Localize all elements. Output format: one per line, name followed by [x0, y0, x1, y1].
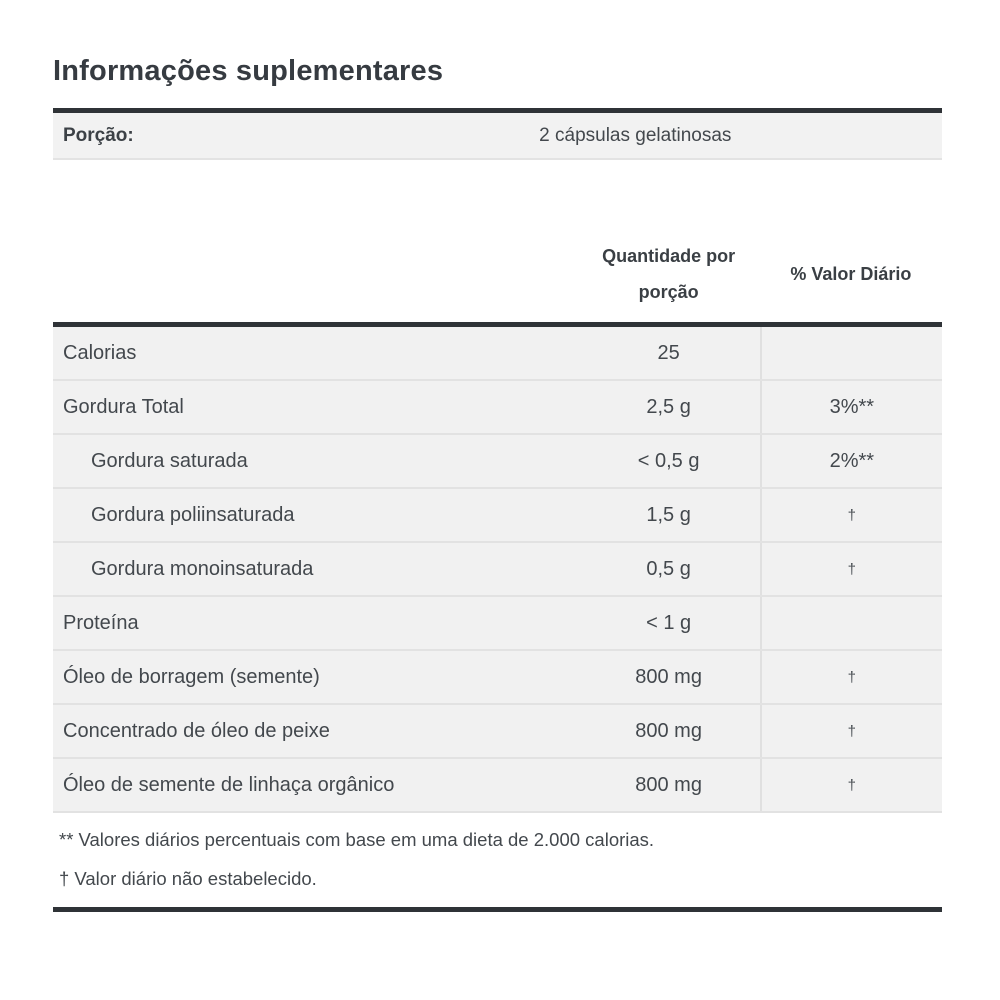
- table-row: [53, 327, 942, 381]
- facts-table-body: [53, 322, 942, 813]
- bottom-rule: [53, 907, 942, 912]
- table-row: [53, 489, 942, 543]
- daily-value: †: [760, 705, 942, 757]
- nutrient-name: Calorias: [63, 341, 137, 364]
- footnote-not-established: † Valor diário não estabelecido.: [59, 868, 317, 889]
- footnote-daily-values: ** Valores diários percentuais com base em uma dieta de 2.000 calorias.: [59, 829, 655, 850]
- daily-value: 3%**: [760, 381, 942, 433]
- daily-value: †: [760, 489, 942, 541]
- daily-value-column-header: % Valor Diário: [790, 263, 912, 284]
- amount-per-serving: 800 mg: [635, 719, 702, 742]
- footnotes: [53, 829, 942, 890]
- table-row: [53, 435, 942, 489]
- serving-value: 2 cápsulas gelatinosas: [539, 124, 732, 146]
- amount-per-serving: 800 mg: [635, 665, 702, 688]
- table-row: [53, 705, 942, 759]
- amount-per-serving: 25: [657, 341, 680, 364]
- table-row: [53, 543, 942, 597]
- nutrient-name: Óleo de borragem (semente): [63, 665, 320, 688]
- amount-per-serving: 800 mg: [635, 773, 702, 796]
- nutrient-name: Gordura saturada: [91, 449, 248, 472]
- amount-per-serving: < 1 g: [646, 611, 692, 634]
- page-title: Informações suplementares: [53, 55, 444, 87]
- nutrient-name: Óleo de semente de linhaça orgânico: [63, 773, 395, 796]
- nutrient-name: Gordura Total: [63, 395, 184, 418]
- table-row: [53, 597, 942, 651]
- facts-table-header: [53, 238, 942, 322]
- daily-value: †: [760, 543, 942, 595]
- amount-per-serving: < 0,5 g: [637, 449, 700, 472]
- daily-value: [760, 597, 942, 649]
- table-row: [53, 381, 942, 435]
- serving-label: Porção:: [63, 124, 134, 146]
- daily-value: [760, 327, 942, 379]
- supplement-facts-panel: [53, 0, 942, 912]
- nutrient-name: Proteína: [63, 611, 139, 634]
- daily-value: 2%**: [760, 435, 942, 487]
- nutrient-name: Gordura poliinsaturada: [91, 503, 295, 526]
- amount-per-serving: 0,5 g: [646, 557, 691, 580]
- daily-value: †: [760, 651, 942, 703]
- amount-per-serving: 2,5 g: [646, 395, 691, 418]
- daily-value: †: [760, 759, 942, 811]
- nutrient-name: Gordura monoinsaturada: [91, 557, 314, 580]
- table-row: [53, 651, 942, 705]
- amount-column-header: Quantidade por porção: [602, 246, 736, 302]
- serving-row: [53, 108, 942, 160]
- nutrient-name: Concentrado de óleo de peixe: [63, 719, 330, 742]
- table-row: [53, 759, 942, 813]
- amount-per-serving: 1,5 g: [646, 503, 691, 526]
